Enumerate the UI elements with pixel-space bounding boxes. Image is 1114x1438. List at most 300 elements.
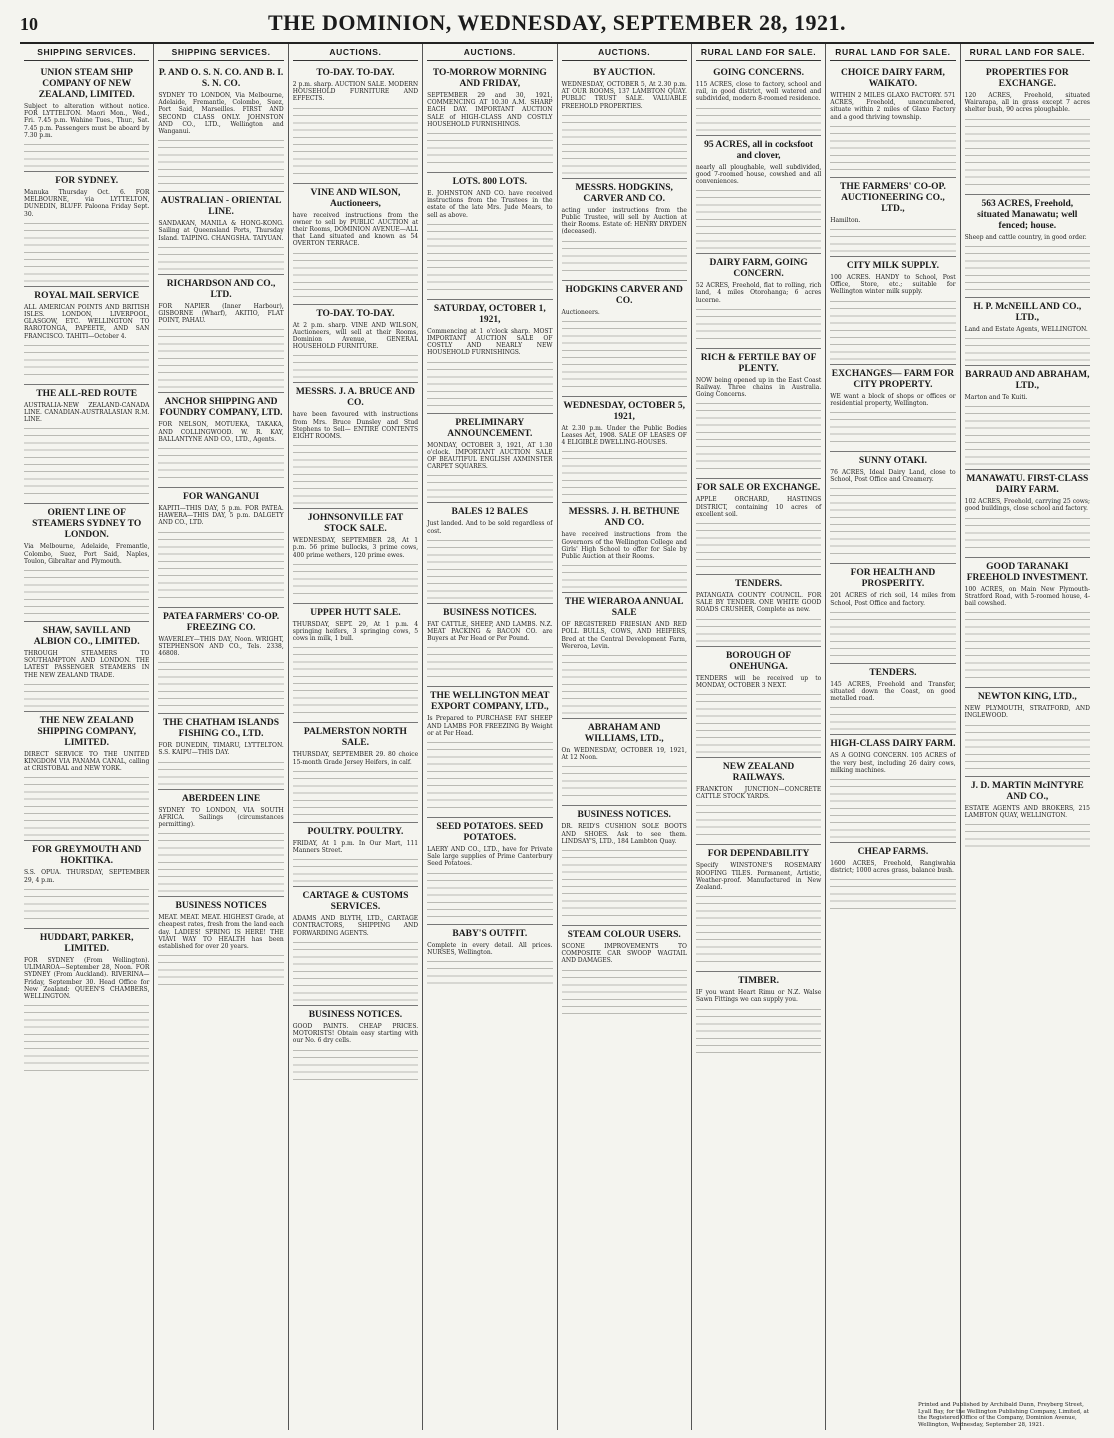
advertisement-text: Just landed. And to be sold regardless of cost. bbox=[427, 520, 553, 535]
advertisement bbox=[427, 604, 552, 688]
advertisement bbox=[562, 593, 687, 719]
advertisement-headline: GOOD TARANAKI FREEHOLD INVESTMENT. bbox=[966, 561, 1088, 583]
advertisement-text: SEPTEMBER 29 and 30, 1921, COMMENCING AT 10.30 A.M. SHARP EACH DAY. IMPORTANT AUCTION SALE of HIGH-CLASS AND COSTLY HOUSEHOLD FURNISHINGS. bbox=[427, 92, 553, 128]
advertisement-headline: THE NEW ZEALAND SHIPPING COMPANY, LIMITED. bbox=[37, 715, 137, 748]
small-print-lines bbox=[158, 443, 283, 483]
advertisement-text: FOR SYDNEY (From Wellington). ULIMAROA—September 28, Noon. FOR SYDNEY (From Auckland). RIVERINA—Friday, September 30. Head Office for New Zealand: QUEEN'S CHAMBERS, WELLINGTON. bbox=[24, 956, 150, 1000]
advertisement bbox=[965, 64, 1090, 195]
advertisement-text: nearly all ploughable, well subdivided, good 7-roomed house, cowshed and all conveniences. bbox=[695, 163, 822, 186]
advertisement-text: MEAT. MEAT. MEAT. HIGHEST Grade, at cheapest rates, fresh from the land each day. LADIES! SPRING IS HERE! THE VIAVI WAY TO HEALTH has been established for over 20 years. bbox=[158, 914, 284, 951]
advertisement-text: PATANGATA COUNTY COUNCIL. FOR SALE BY TENDER. ONE WHITE GOOD ROADS CRUSHER, Complete as new. bbox=[695, 592, 822, 614]
column-3 bbox=[289, 44, 423, 1430]
advertisement-text: SYDNEY TO LONDON, VIA SOUTH AFRICA. Sailings (circumstances permitting). bbox=[158, 806, 284, 829]
advertisement-text: GOOD PAINTS. CHEAP PRICES. MOTORISTS! Obtain easy starting with our No. 6 dry cells. bbox=[292, 1022, 419, 1045]
small-print-lines bbox=[696, 185, 821, 249]
advertisement-headline: SUNNY OTAKI. bbox=[858, 456, 927, 467]
advertisement-text: KAPITI—THIS DAY, 5 p.m. FOR PATEA. HAWERA—THIS DAY, 5 p.m. DALGETY AND CO., LTD. bbox=[158, 505, 284, 527]
advertisement-text: THURSDAY, SEPT. 29, At 1 p.m. 4 springing heifers, 3 springing cows, 5 cows in milk, 1 bull. bbox=[292, 620, 419, 643]
small-print-lines bbox=[965, 720, 1090, 772]
small-print-lines bbox=[158, 828, 283, 892]
advertisement bbox=[562, 397, 687, 504]
advertisement bbox=[158, 393, 283, 488]
advertisement bbox=[293, 887, 418, 1006]
advertisement bbox=[24, 172, 149, 287]
small-print-lines bbox=[293, 766, 418, 818]
small-print-lines bbox=[562, 316, 687, 392]
advertisement-text: 115 ACRES, close to factory, school and rail, in good district, well watered and subdivided, modern 8-roomed residence. bbox=[695, 81, 822, 103]
advertisement bbox=[562, 926, 687, 1021]
small-print-lines bbox=[562, 845, 687, 921]
small-print-lines bbox=[696, 891, 821, 967]
advertisement bbox=[696, 758, 821, 845]
advertisement-headline: NEW ZEALAND RAILWAYS. bbox=[722, 762, 795, 784]
advertisement bbox=[965, 470, 1090, 557]
advertisement-text: acting under instructions from the Public Trustee, will sell by Auction at their Rooms. Estate of: HENRY DRYDEN (deceased). bbox=[561, 206, 687, 236]
column-heading: SHIPPING SERVICES. bbox=[24, 44, 149, 61]
advertisement-text: ESTATE AGENTS AND BROKERS, 215 LAMBTON QUAY, WELLINGTON. bbox=[964, 804, 1090, 819]
small-print-lines bbox=[293, 248, 418, 300]
small-print-lines bbox=[24, 679, 149, 707]
advertisement-headline: SEED POTATOES. SEED POTATOES. bbox=[436, 822, 544, 844]
advertisement-text: At 2.30 p.m. Under the Public Bodies Leases Act, 1908. SALE OF LEASES OF 4 ELIGIBLE DWELLING-HOUSES. bbox=[561, 424, 687, 447]
small-print-lines bbox=[293, 103, 418, 179]
advertisement-text: FOR NAPIER (Inner Harbour), GISBORNE (Wharf), AKITIO, FLAT POINT, PAHAU. bbox=[158, 302, 284, 325]
advertisement-text: MONDAY, OCTOBER 3, 1921, AT 1.30 o'clock. IMPORTANT AUCTION SALE OF BEAUTIFUL ENGLISH AXMINSTER CARPET SQUARES. bbox=[427, 441, 553, 471]
advertisement bbox=[24, 841, 149, 928]
advertisement-headline: PRELIMINARY ANNOUNCEMENT. bbox=[447, 417, 533, 439]
advertisement-headline: BARRAUD AND ABRAHAM, LTD., bbox=[965, 370, 1090, 392]
advertisement-text: have received instructions from the Governors of the Wellington College and Girls' High School to offer for Sale by Public Auction at their Rooms. bbox=[561, 531, 687, 561]
advertisement bbox=[427, 503, 552, 603]
advertisement-headline: FOR HEALTH AND PROSPERITY. bbox=[850, 568, 936, 590]
small-print-lines bbox=[562, 560, 687, 588]
advertisement bbox=[427, 173, 552, 300]
small-print-lines bbox=[24, 565, 149, 617]
advertisement-text: THURSDAY, SEPTEMBER 29. 80 choice 15-month Grade Jersey Heifers, in calf. bbox=[292, 751, 419, 766]
small-print-lines bbox=[24, 139, 149, 167]
advertisement-text: Via Melbourne, Adelaide, Fremantle, Colombo, Suez, Port Said, Naples, Toulon, Gibraltar and Plymouth. bbox=[24, 543, 150, 565]
small-print-lines bbox=[24, 772, 149, 836]
advertisement-text: FOR DUNEDIN, TIMARU, LYTTELTON. S.S. KAIPU—THIS DAY. bbox=[158, 742, 284, 757]
advertisement-headline: FOR DEPENDABILITY bbox=[707, 849, 810, 860]
advertisement-headline: FOR SYDNEY. bbox=[55, 176, 119, 187]
advertisement-text: DIRECT SERVICE TO THE UNITED KINGDOM VIA PANAMA CANAL, calling at CRISTOBAL and NEW YORK. bbox=[24, 750, 150, 773]
advertisement-headline: GOING CONCERNS. bbox=[713, 68, 804, 78]
advertisement bbox=[696, 64, 821, 136]
advertisement-text: Subject to alteration without notice. FOR LYTTELTON. Maori Mon., Wed., Fri. 7.45 p.m. Wahine Tues., Thur., Sat. 7.45 p.m. Passengers must be aboard by 7.30 p.m. bbox=[24, 103, 150, 139]
advertisement bbox=[830, 843, 955, 918]
advertisement bbox=[696, 845, 821, 972]
advertisement-text: ALL AMERICAN POINTS AND BRITISH ISLES. LONDON, LIVERPOOL, GLASGOW, ETC. WELLINGTON TO RAROTONGA, PAPEETE, AND SAN FRANCISCO. TAHITI—October 4. bbox=[24, 303, 150, 340]
advertisement bbox=[158, 608, 283, 715]
small-print-lines bbox=[427, 737, 552, 813]
advertisement-text: Auctioneers. bbox=[561, 308, 600, 316]
small-print-lines bbox=[427, 470, 552, 498]
advertisement bbox=[158, 488, 283, 608]
advertisement-headline: MANAWATU. FIRST-CLASS DAIRY FARM. bbox=[966, 474, 1089, 496]
advertisement-headline: BUSINESS NOTICES. bbox=[308, 1009, 403, 1020]
small-print-lines bbox=[830, 483, 955, 559]
small-print-lines bbox=[24, 1000, 149, 1076]
advertisement-headline: J. D. MARTIN McINTYRE AND CO., bbox=[970, 780, 1084, 802]
advertisement-text: Manuka Thursday Oct. 6. FOR MELBOURNE, via LYTTELTON, DUNEDIN, BLUFF. Paloona Friday Sept. 30. bbox=[24, 189, 150, 218]
small-print-lines bbox=[696, 689, 821, 753]
advertisement-text: 100 ACRES, on Main New Plymouth-Stratford Road, with 5-roomed house, 4-bail cowshed. bbox=[964, 585, 1090, 608]
advertisement bbox=[562, 64, 687, 179]
advertisement-text: FRIDAY, At 1 p.m. In Our Mart, 111 Manners Street. bbox=[292, 839, 419, 855]
advertisement bbox=[293, 823, 418, 887]
advertisement-text: NEW PLYMOUTH, STRATFORD, AND INGLEWOOD. bbox=[964, 705, 1090, 720]
advertisement-headline: BABY'S OUTFIT. bbox=[452, 928, 528, 939]
advertisement bbox=[293, 305, 418, 384]
advertisement-text: On WEDNESDAY, OCTOBER 19, 1921, At 12 Noon. bbox=[561, 747, 687, 762]
small-print-lines bbox=[562, 965, 687, 1017]
advertisement-headline: SATURDAY, OCTOBER 1, 1921, bbox=[433, 303, 546, 325]
advertisement-text: FAT CATTLE, SHEEP, AND LAMBS. N.Z. MEAT PACKING & BACON CO. are Buyers at Per Head or Per Pound. bbox=[427, 620, 553, 643]
advertisement-headline: BOROUGH OF ONEHUNGA. bbox=[725, 650, 792, 672]
advertisement-headline: CARTAGE & CUSTOMS SERVICES. bbox=[302, 891, 409, 913]
advertisement-headline: TO-MORROW MORNING AND FRIDAY, bbox=[432, 68, 547, 89]
advertisement-headline: THE WELLINGTON MEAT EXPORT COMPANY, LTD., bbox=[430, 691, 550, 713]
small-print-lines bbox=[696, 1004, 821, 1056]
advertisement-text: S.S. OPUA. THURSDAY, SEPTEMBER 29, 4 p.m. bbox=[24, 869, 150, 884]
advertisement-headline: 95 ACRES, all in cocksfoot and clover, bbox=[704, 139, 814, 161]
advertisement bbox=[158, 64, 283, 192]
advertisement-text: 100 ACRES. HANDY to School, Post Office, Store, etc.; suitable for Wellington winter milk supply. bbox=[830, 274, 956, 296]
advertisement-headline: TENDERS. bbox=[734, 579, 783, 590]
advertisement bbox=[830, 735, 955, 843]
small-print-lines bbox=[965, 513, 1090, 553]
small-print-lines bbox=[24, 340, 149, 380]
small-print-lines bbox=[427, 219, 552, 295]
advertisement-text: SCONE IMPROVEMENTS TO COMPOSITE CAR SWOOP WAGTAIL AND DAMAGES. bbox=[561, 943, 687, 965]
small-print-lines bbox=[965, 114, 1090, 190]
column-6 bbox=[692, 44, 826, 1430]
advertisement-headline: PROPERTIES FOR EXCHANGE. bbox=[985, 68, 1069, 89]
advertisement bbox=[293, 1006, 418, 1089]
small-print-lines bbox=[562, 110, 687, 174]
advertisement bbox=[293, 383, 418, 509]
advertisement bbox=[427, 818, 552, 925]
advertisement-text: E. JOHNSTON AND CO. have received instructions from the Trustees in the estate of the late Mrs. Jude Mears, to sell as above. bbox=[427, 190, 553, 219]
small-print-lines bbox=[24, 884, 149, 924]
advertisement-text: Specify WINSTONE'S ROSEMARY ROOFING TILES. Permanent, Artistic, Weather-proof. Manufactured in New Zealand. bbox=[695, 862, 822, 892]
advertisement-text: WE want a block of shops or offices or residential property, Wellington. bbox=[830, 392, 956, 407]
columns-container bbox=[20, 44, 1094, 1430]
advertisement bbox=[293, 184, 418, 305]
advertisement-text: have been favoured with instructions from Mrs. Bruce Dunsley and Stud Stephens to Sell— ENTIRE CONTENTS EIGHT ROOMS. bbox=[292, 411, 419, 441]
advertisement-headline: POULTRY. POULTRY. bbox=[307, 826, 404, 837]
advertisement-headline: PALMERSTON NORTH SALE. bbox=[303, 727, 407, 749]
masthead bbox=[20, 8, 1094, 44]
advertisement bbox=[427, 925, 552, 988]
advertisement-headline: HODGKINS CARVER AND CO. bbox=[565, 284, 683, 306]
advertisement-text: TENDERS will be received up to MONDAY, OCTOBER 3 NEXT. bbox=[695, 674, 822, 689]
advertisement-headline: JOHNSONVILLE FAT STOCK SALE. bbox=[307, 513, 404, 535]
advertisement-headline: NEWTON KING, LTD., bbox=[977, 692, 1077, 703]
small-print-lines bbox=[830, 774, 955, 838]
advertisement-text: have received instructions from the owner to sell by PUBLIC AUCTION at their Rooms, DOMINION AVENUE—ALL that Land situated and known as 54 OVERTON TERRACE. bbox=[292, 211, 419, 248]
column-heading: RURAL LAND FOR SALE. bbox=[965, 44, 1090, 61]
advertisement bbox=[696, 479, 821, 575]
small-print-lines bbox=[830, 224, 955, 252]
advertisement bbox=[158, 192, 283, 275]
advertisement bbox=[293, 604, 418, 724]
advertisement bbox=[158, 275, 283, 394]
column-7 bbox=[826, 44, 960, 1430]
advertisement-headline: ROYAL MAIL SERVICE bbox=[34, 290, 140, 301]
advertisement-headline: TIMBER. bbox=[738, 976, 780, 987]
small-print-lines bbox=[965, 607, 1090, 683]
advertisement-headline: P. AND O. S. N. CO. AND B. I. S. N. CO. bbox=[158, 68, 284, 89]
small-print-lines bbox=[293, 854, 418, 882]
column-heading: AUCTIONS. bbox=[562, 44, 687, 61]
small-print-lines bbox=[830, 296, 955, 360]
advertisement-headline: MESSRS. J. A. BRUCE AND CO. bbox=[295, 387, 415, 409]
advertisement-text: Marton and Te Kuiti. bbox=[964, 394, 1028, 402]
advertisement bbox=[427, 64, 552, 173]
advertisement bbox=[24, 385, 149, 505]
advertisement bbox=[562, 503, 687, 593]
advertisement-headline: BY AUCTION. bbox=[593, 68, 656, 78]
advertisement-headline: MESSRS. HODGKINS, CARVER AND CO. bbox=[575, 182, 673, 204]
advertisement bbox=[293, 723, 418, 822]
advertisement-headline: UNION STEAM SHIP COMPANY OF NEW ZEALAND, LIMITED. bbox=[38, 68, 135, 100]
advertisement bbox=[830, 257, 955, 365]
advertisement-headline: FOR WANGANUI bbox=[183, 492, 260, 503]
advertisement bbox=[158, 897, 283, 994]
advertisement bbox=[293, 64, 418, 184]
advertisement-headline: ABRAHAM AND WILLIAMS, LTD., bbox=[584, 723, 664, 745]
small-print-lines bbox=[830, 407, 955, 447]
advertisement-headline: 563 ACRES, Freehold, situated Manawatu; well fenced; house. bbox=[977, 198, 1078, 231]
small-print-lines bbox=[293, 350, 418, 378]
advertisement bbox=[24, 622, 149, 712]
small-print-lines bbox=[562, 446, 687, 498]
column-1 bbox=[20, 44, 154, 1430]
advertisement bbox=[965, 366, 1090, 470]
advertisement bbox=[965, 688, 1090, 776]
advertisement bbox=[24, 504, 149, 622]
advertisement-text: FOR NELSON, MOTUEKA, TAKAKA, AND COLLINGWOOD. W. R. KAY, BALLANTYNE AND CO., LTD., Agents. bbox=[158, 421, 284, 443]
advertisement bbox=[24, 929, 149, 1080]
advertisement-headline: HUDDART, PARKER, LIMITED. bbox=[39, 932, 134, 954]
advertisement-text: Sheep and cattle country, in good order. bbox=[964, 233, 1087, 241]
advertisement-text: ADAMS AND BLYTH, LTD., CARTAGE CONTRACTORS, SHIPPING AND FORWARDING AGENTS. bbox=[292, 915, 419, 937]
small-print-lines bbox=[158, 527, 283, 603]
advertisement-text: Land and Estate Agents, WELLINGTON. bbox=[964, 325, 1088, 333]
advertisement bbox=[24, 287, 149, 385]
advertisement bbox=[158, 714, 283, 789]
advertisement-headline: CHEAP FARMS. bbox=[857, 847, 929, 858]
advertisement-text: WEDNESDAY, OCTOBER 5, At 2.30 p.m. AT OUR ROOMS, 137 LAMBTON QUAY. PUBLIC TRUST SALE. VALUABLE FREEHOLD PROPERTIES. bbox=[561, 81, 687, 110]
advertisement-text: WEDNESDAY, SEPTEMBER 28, At 1 p.m. 56 prime bullocks, 3 prime cows, 400 prime wethers, 120 prime ewes. bbox=[292, 537, 419, 559]
advertisement-text: Complete in every detail. All prices. NURSES, Wellington. bbox=[427, 941, 553, 956]
advertisement-headline: VINE AND WILSON, Auctioneers, bbox=[310, 187, 401, 209]
small-print-lines bbox=[696, 304, 821, 344]
column-2 bbox=[154, 44, 288, 1430]
advertisement bbox=[427, 300, 552, 414]
column-8 bbox=[961, 44, 1094, 1430]
small-print-lines bbox=[965, 819, 1090, 847]
small-print-lines bbox=[830, 121, 955, 173]
advertisement-headline: BALES 12 BALES bbox=[451, 507, 529, 518]
small-print-lines bbox=[562, 236, 687, 276]
advertisement-headline: UPPER HUTT SALE. bbox=[310, 607, 401, 618]
advertisement-headline: H. P. McNEILL AND CO., LTD., bbox=[973, 301, 1082, 323]
advertisement-headline: BUSINESS NOTICES bbox=[175, 901, 267, 912]
small-print-lines bbox=[427, 128, 552, 168]
small-print-lines bbox=[293, 440, 418, 504]
small-print-lines bbox=[427, 642, 552, 682]
small-print-lines bbox=[696, 800, 821, 840]
advertisement bbox=[696, 647, 821, 758]
small-print-lines bbox=[158, 135, 283, 187]
advertisement bbox=[830, 564, 955, 663]
advertisement-headline: THE FARMERS' CO-OP. AUCTIONEERING CO., LTD., bbox=[840, 181, 946, 214]
advertisement-text: 76 ACRES, Ideal Dairy Land, close to School, Post Office and Creamery. bbox=[830, 469, 956, 484]
advertisement-headline: TENDERS. bbox=[869, 667, 917, 678]
small-print-lines bbox=[158, 657, 283, 709]
advertisement-text: AS A GOING CONCERN. 105 ACRES of the very best, including 26 dairy cows, milking machines. bbox=[830, 752, 956, 774]
advertisement bbox=[830, 664, 955, 736]
advertisement bbox=[696, 136, 821, 255]
small-print-lines bbox=[965, 333, 1090, 361]
advertisement-headline: THE CHATHAM ISLANDS FISHING CO., LTD. bbox=[163, 718, 280, 740]
advertisement-headline: STEAM COLOUR USERS. bbox=[567, 930, 681, 941]
column-heading: AUCTIONS. bbox=[293, 44, 418, 61]
advertisement-text: SANDAKAN, MANILA & HONG-KONG. Sailing at Queensland Ports, Thursday Island. TAIPING. CHANGSHA. TAIYUAN. bbox=[158, 220, 284, 242]
advertisement bbox=[427, 687, 552, 818]
small-print-lines bbox=[830, 607, 955, 659]
advertisement-headline: THE WIERAROA ANNUAL SALE bbox=[564, 597, 684, 619]
small-print-lines bbox=[158, 324, 283, 388]
small-print-lines bbox=[562, 761, 687, 801]
small-print-lines bbox=[830, 874, 955, 914]
advertisement-headline: CITY MILK SUPPLY. bbox=[846, 261, 939, 272]
small-print-lines bbox=[830, 702, 955, 730]
advertisement-text: LAERY AND CO., LTD., have for Private Sale large supplies of Prime Canterbury Seed Potatoes. bbox=[427, 846, 553, 868]
advertisement-headline: BUSINESS NOTICES. bbox=[577, 810, 671, 821]
imprint: Printed and Published by Archibald Dunn, Freyberg Street, Lyall Bay, for the Wellington Publishing Company, Limited, at the Registered Office of the Company, Dominion Avenue, Wellington, Wednesday, September 28, 1921. bbox=[918, 1402, 1090, 1428]
advertisement bbox=[293, 509, 418, 604]
small-print-lines bbox=[24, 423, 149, 499]
small-print-lines bbox=[696, 614, 821, 642]
advertisement-headline: AUSTRALIAN - ORIENTAL LINE. bbox=[160, 196, 282, 218]
advertisement-headline: ORIENT LINE OF STEAMERS SYDNEY TO LONDON. bbox=[32, 508, 142, 541]
small-print-lines bbox=[562, 650, 687, 714]
advertisement bbox=[24, 712, 149, 842]
advertisement bbox=[562, 281, 687, 397]
advertisement-headline: FOR GREYMOUTH AND HOKITIKA. bbox=[32, 845, 142, 867]
column-4 bbox=[423, 44, 557, 1430]
column-heading: SHIPPING SERVICES. bbox=[158, 44, 283, 61]
advertisement-text: Hamilton. bbox=[830, 216, 861, 224]
advertisement-text: 145 ACRES, Freehold and Transfer, situated down the Coast, on good metalled road. bbox=[830, 680, 956, 703]
advertisement-headline: THE ALL-RED ROUTE bbox=[36, 388, 138, 399]
advertisement-text: At 2 p.m. sharp. VINE AND WILSON, Auctioneers, will sell at their Rooms, Dominion Avenue, GENERAL HOUSEHOLD FURNITURE. bbox=[292, 321, 419, 351]
advertisement-text: WAVERLEY—THIS DAY, Noon. WRIGHT, STEPHENSON AND CO., Tels. 2338, 46808. bbox=[158, 635, 284, 658]
advertisement bbox=[965, 558, 1090, 689]
advertisement-headline: TO-DAY. TO-DAY. bbox=[316, 68, 395, 78]
advertisement-headline: LOTS. 800 LOTS. bbox=[452, 177, 528, 188]
small-print-lines bbox=[696, 518, 821, 570]
newspaper-title: THE DOMINION, WEDNESDAY, SEPTEMBER 28, 1921. bbox=[267, 10, 846, 35]
advertisement-headline: DAIRY FARM, GOING CONCERN. bbox=[709, 258, 808, 280]
advertisement bbox=[696, 254, 821, 349]
advertisement-text: IF you want Heart Rimu or N.Z. Walse Sawn Fittings we can supply you. bbox=[695, 989, 822, 1004]
advertisement bbox=[158, 790, 283, 898]
advertisement-text: THROUGH STEAMERS TO SOUTHAMPTON AND LONDON. THE LATEST PASSENGER STEAMERS IN THE NEW ZEALAND TRADE. bbox=[24, 650, 150, 679]
advertisement-headline: FOR SALE OR EXCHANGE. bbox=[696, 483, 821, 494]
advertisement-headline: HIGH-CLASS DAIRY FARM. bbox=[830, 739, 956, 750]
small-print-lines bbox=[24, 218, 149, 282]
advertisement-headline: BUSINESS NOTICES. bbox=[443, 607, 537, 618]
advertisement bbox=[562, 179, 687, 281]
small-print-lines bbox=[427, 956, 552, 984]
advertisement bbox=[830, 365, 955, 452]
small-print-lines bbox=[427, 535, 552, 599]
small-print-lines bbox=[293, 1045, 418, 1085]
advertisement-text: 1600 ACRES, Freehold, Rangiwahia district; 1000 acres grass, balance bush. bbox=[830, 860, 956, 875]
advertisement bbox=[562, 806, 687, 926]
advertisement bbox=[965, 195, 1090, 298]
small-print-lines bbox=[293, 559, 418, 599]
advertisement-text: OF REGISTERED FRIESIAN AND RED POLL BULLS, COWS, AND HEIFERS, Bred at the Central Development Farm, Wereroa, Levin. bbox=[561, 621, 687, 650]
advertisement-headline: ANCHOR SHIPPING AND FOUNDRY COMPANY, LTD. bbox=[159, 397, 283, 419]
advertisement bbox=[24, 64, 149, 172]
advertisement-headline: ABERDEEN LINE bbox=[181, 793, 261, 804]
page-number: 10 bbox=[20, 14, 38, 34]
advertisement-text: SYDNEY TO LONDON, Via Melbourne, Adelaide, Fremantle, Colombo, Suez, Port Said, Marseilles. FIRST AND SECOND CLASS ONLY. JOHNSTON AND CO., LTD., Wellington and Wanganui. bbox=[158, 92, 284, 136]
advertisement-headline: CHOICE DAIRY FARM, WAIKATO. bbox=[840, 68, 945, 89]
advertisement-text: 120 ACRES, Freehold, situated Wairarapa, all in grass except 7 acres shelter bush, 90 acres ploughable. bbox=[964, 92, 1090, 114]
advertisement-headline: RICH & FERTILE BAY OF PLENTY. bbox=[700, 352, 817, 374]
advertisement-text: Commencing at 1 o'clock sharp. MOST IMPORTANT AUCTION SALE OF COSTLY AND NEARLY NEW HOUSEHOLD FURNISHINGS. bbox=[427, 327, 553, 357]
small-print-lines bbox=[696, 103, 821, 131]
advertisement bbox=[830, 452, 955, 564]
small-print-lines bbox=[696, 398, 821, 474]
advertisement-headline: PATEA FARMERS' CO-OP. FREEZING CO. bbox=[163, 611, 280, 633]
column-5 bbox=[558, 44, 692, 1430]
small-print-lines bbox=[965, 401, 1090, 465]
column-heading: AUCTIONS. bbox=[427, 44, 552, 61]
advertisement-text: NOW being opened up in the East Coast Railway. Three chains in Australia. Going Concerns. bbox=[695, 376, 822, 399]
advertisement bbox=[696, 349, 821, 480]
advertisement-text: APPLE ORCHARD, HASTINGS DISTRICT, containing 10 acres of excellent soil. bbox=[695, 496, 822, 518]
small-print-lines bbox=[293, 642, 418, 718]
advertisement-headline: SHAW, SAVILL AND ALBION CO., LIMITED. bbox=[33, 626, 140, 648]
advertisement-headline: WEDNESDAY, OCTOBER 5, 1921, bbox=[563, 400, 685, 422]
small-print-lines bbox=[427, 868, 552, 920]
small-print-lines bbox=[293, 937, 418, 1001]
advertisement-text: Is Prepared to PURCHASE FAT SHEEP AND LAMBS FOR FREEZING By Weight or at Per Head. bbox=[427, 715, 553, 737]
advertisement-text: 52 ACRES, Freehold, flat to rolling, rich land, 4 miles Otorohanga; 6 acres lucerne. bbox=[695, 282, 822, 304]
advertisement-text: AUSTRALIA-NEW ZEALAND-CANADA LINE. CANADIAN-AUSTRALASIAN R.M. LINE. bbox=[24, 401, 150, 424]
column-heading: RURAL LAND FOR SALE. bbox=[830, 44, 955, 61]
advertisement-headline: RICHARDSON AND CO., LTD. bbox=[166, 278, 276, 300]
advertisement-headline: MESSRS. J. H. BETHUNE AND CO. bbox=[568, 507, 680, 529]
small-print-lines bbox=[158, 950, 283, 990]
advertisement-text: 201 ACRES of rich soil, 14 miles from School, Post Office and factory. bbox=[830, 592, 956, 607]
advertisement-text: DR. REID'S CUSHION SOLE BOOTS AND SHOES. Ask to see them. LINDSAY'S, LTD., 184 Lambton Quay. bbox=[561, 823, 687, 845]
advertisement-text: FRANKTON JUNCTION—CONCRETE CATTLE STOCK YARDS. bbox=[695, 786, 822, 801]
small-print-lines bbox=[158, 757, 283, 785]
advertisement-headline: TO-DAY. TO-DAY. bbox=[316, 308, 395, 319]
advertisement-text: 2 p.m. sharp. AUCTION SALE. MODERN HOUSEHOLD FURNITURE AND EFFECTS. bbox=[292, 81, 419, 103]
advertisement-text: 102 ACRES, Freehold, carrying 25 cows; good buildings, close school and factory. bbox=[964, 498, 1090, 513]
advertisement-headline: EXCHANGES— FARM FOR CITY PROPERTY. bbox=[831, 368, 955, 390]
